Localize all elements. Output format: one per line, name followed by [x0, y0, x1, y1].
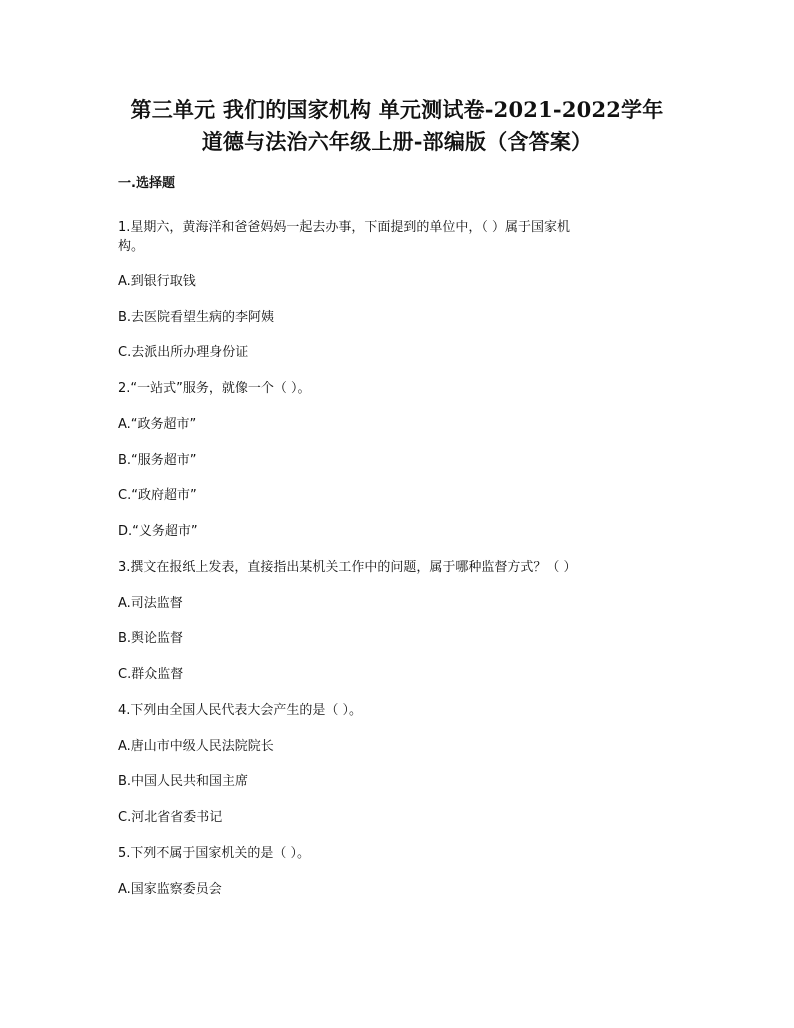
question-1-option-b: B.去医院看望生病的李阿姨 [118, 310, 275, 325]
question-2-option-c: C.“政府超市” [118, 488, 197, 503]
document-title-line-2: 道德与法治六年级上册-部编版（含答案） [201, 129, 593, 154]
question-4-option-b: B.中国人民共和国主席 [118, 774, 249, 789]
question-1-stem-line-1: 1.星期六，黄海洋和爸爸妈妈一起去办事，下面提到的单位中，（ ）属于国家机 [118, 220, 571, 235]
question-3-stem: 3.撰文在报纸上发表，直接指出某机关工作中的问题，属于哪种监督方式？（ ） [118, 560, 577, 575]
question-2-option-d: D.“义务超市” [118, 524, 198, 539]
question-4-option-a: A.唐山市中级人民法院院长 [118, 739, 274, 754]
question-2-stem: 2.“一站式”服务，就像一个（ ）。 [118, 381, 311, 396]
section-heading: 一.选择题 [118, 176, 175, 191]
question-4-option-c: C.河北省省委书记 [118, 810, 223, 825]
question-3-option-b: B.舆论监督 [118, 631, 184, 646]
question-4-stem: 4.下列由全国人民代表大会产生的是（ ）。 [118, 703, 363, 718]
question-2-option-a: A.“政务超市” [118, 417, 197, 432]
question-1-option-a: A.到银行取钱 [118, 274, 196, 289]
document-title-line-1: 第三单元 我们的国家机构 单元测试卷-2021-2022学年 [130, 97, 664, 122]
question-3-option-a: A.司法监督 [118, 596, 183, 611]
question-1-stem-line-2: 构。 [118, 239, 145, 254]
question-3-option-c: C.群众监督 [118, 667, 184, 682]
question-2-option-b: B.“服务超市” [118, 453, 197, 468]
question-5-stem: 5.下列不属于国家机关的是（ ）。 [118, 846, 311, 861]
question-1-option-c: C.去派出所办理身份证 [118, 345, 249, 360]
question-5-option-a: A.国家监察委员会 [118, 882, 222, 897]
